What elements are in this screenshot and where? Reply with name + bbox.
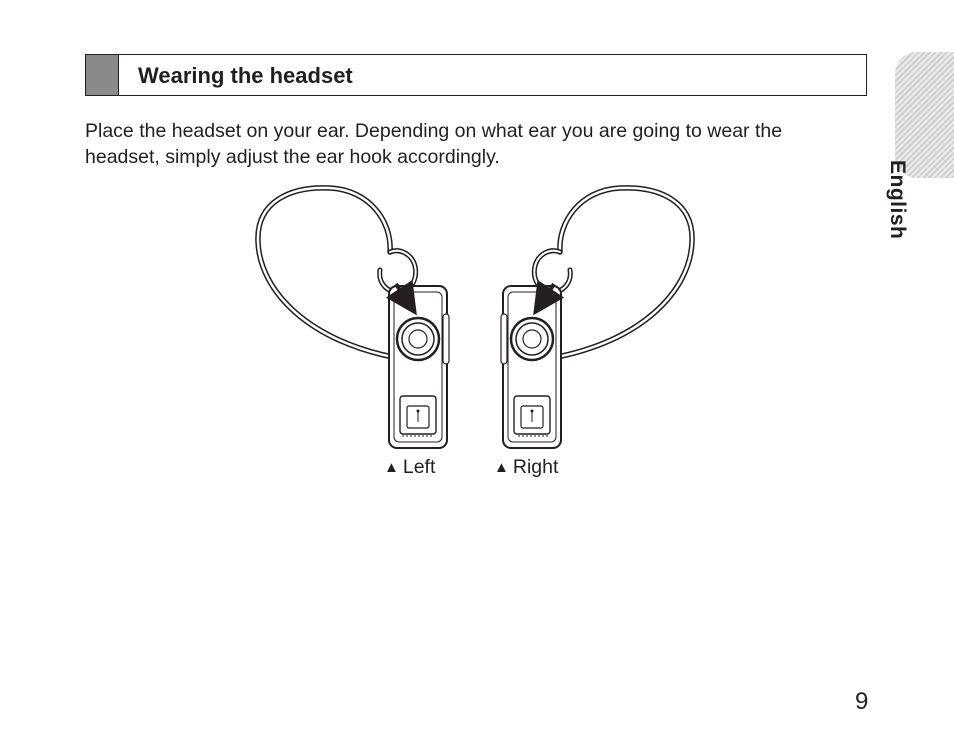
instruction-line-1: Place the headset on your ear. Depending on what ear you are going to wear the — [85, 120, 783, 142]
caption-left — [384, 456, 435, 479]
caption-left-label: Left — [402, 456, 436, 478]
section-title: Wearing the headset — [138, 63, 353, 88]
section-header-marker — [86, 55, 119, 95]
instruction-line-2: headset, simply adjust the ear hook accordingly. — [85, 146, 500, 168]
instruction-paragraph — [85, 118, 875, 170]
left-headset — [258, 188, 449, 448]
caption-right — [494, 456, 558, 479]
caption-right-label: Right — [512, 456, 559, 478]
language-tab — [886, 52, 954, 240]
headset-illustration — [250, 182, 700, 452]
triangle-up-icon: ▲ — [494, 459, 509, 476]
language-tab-label: English — [886, 160, 909, 240]
page-number: 9 — [855, 688, 869, 715]
section-header — [85, 54, 867, 96]
triangle-up-icon: ▲ — [384, 459, 399, 476]
right-headset — [501, 188, 692, 448]
